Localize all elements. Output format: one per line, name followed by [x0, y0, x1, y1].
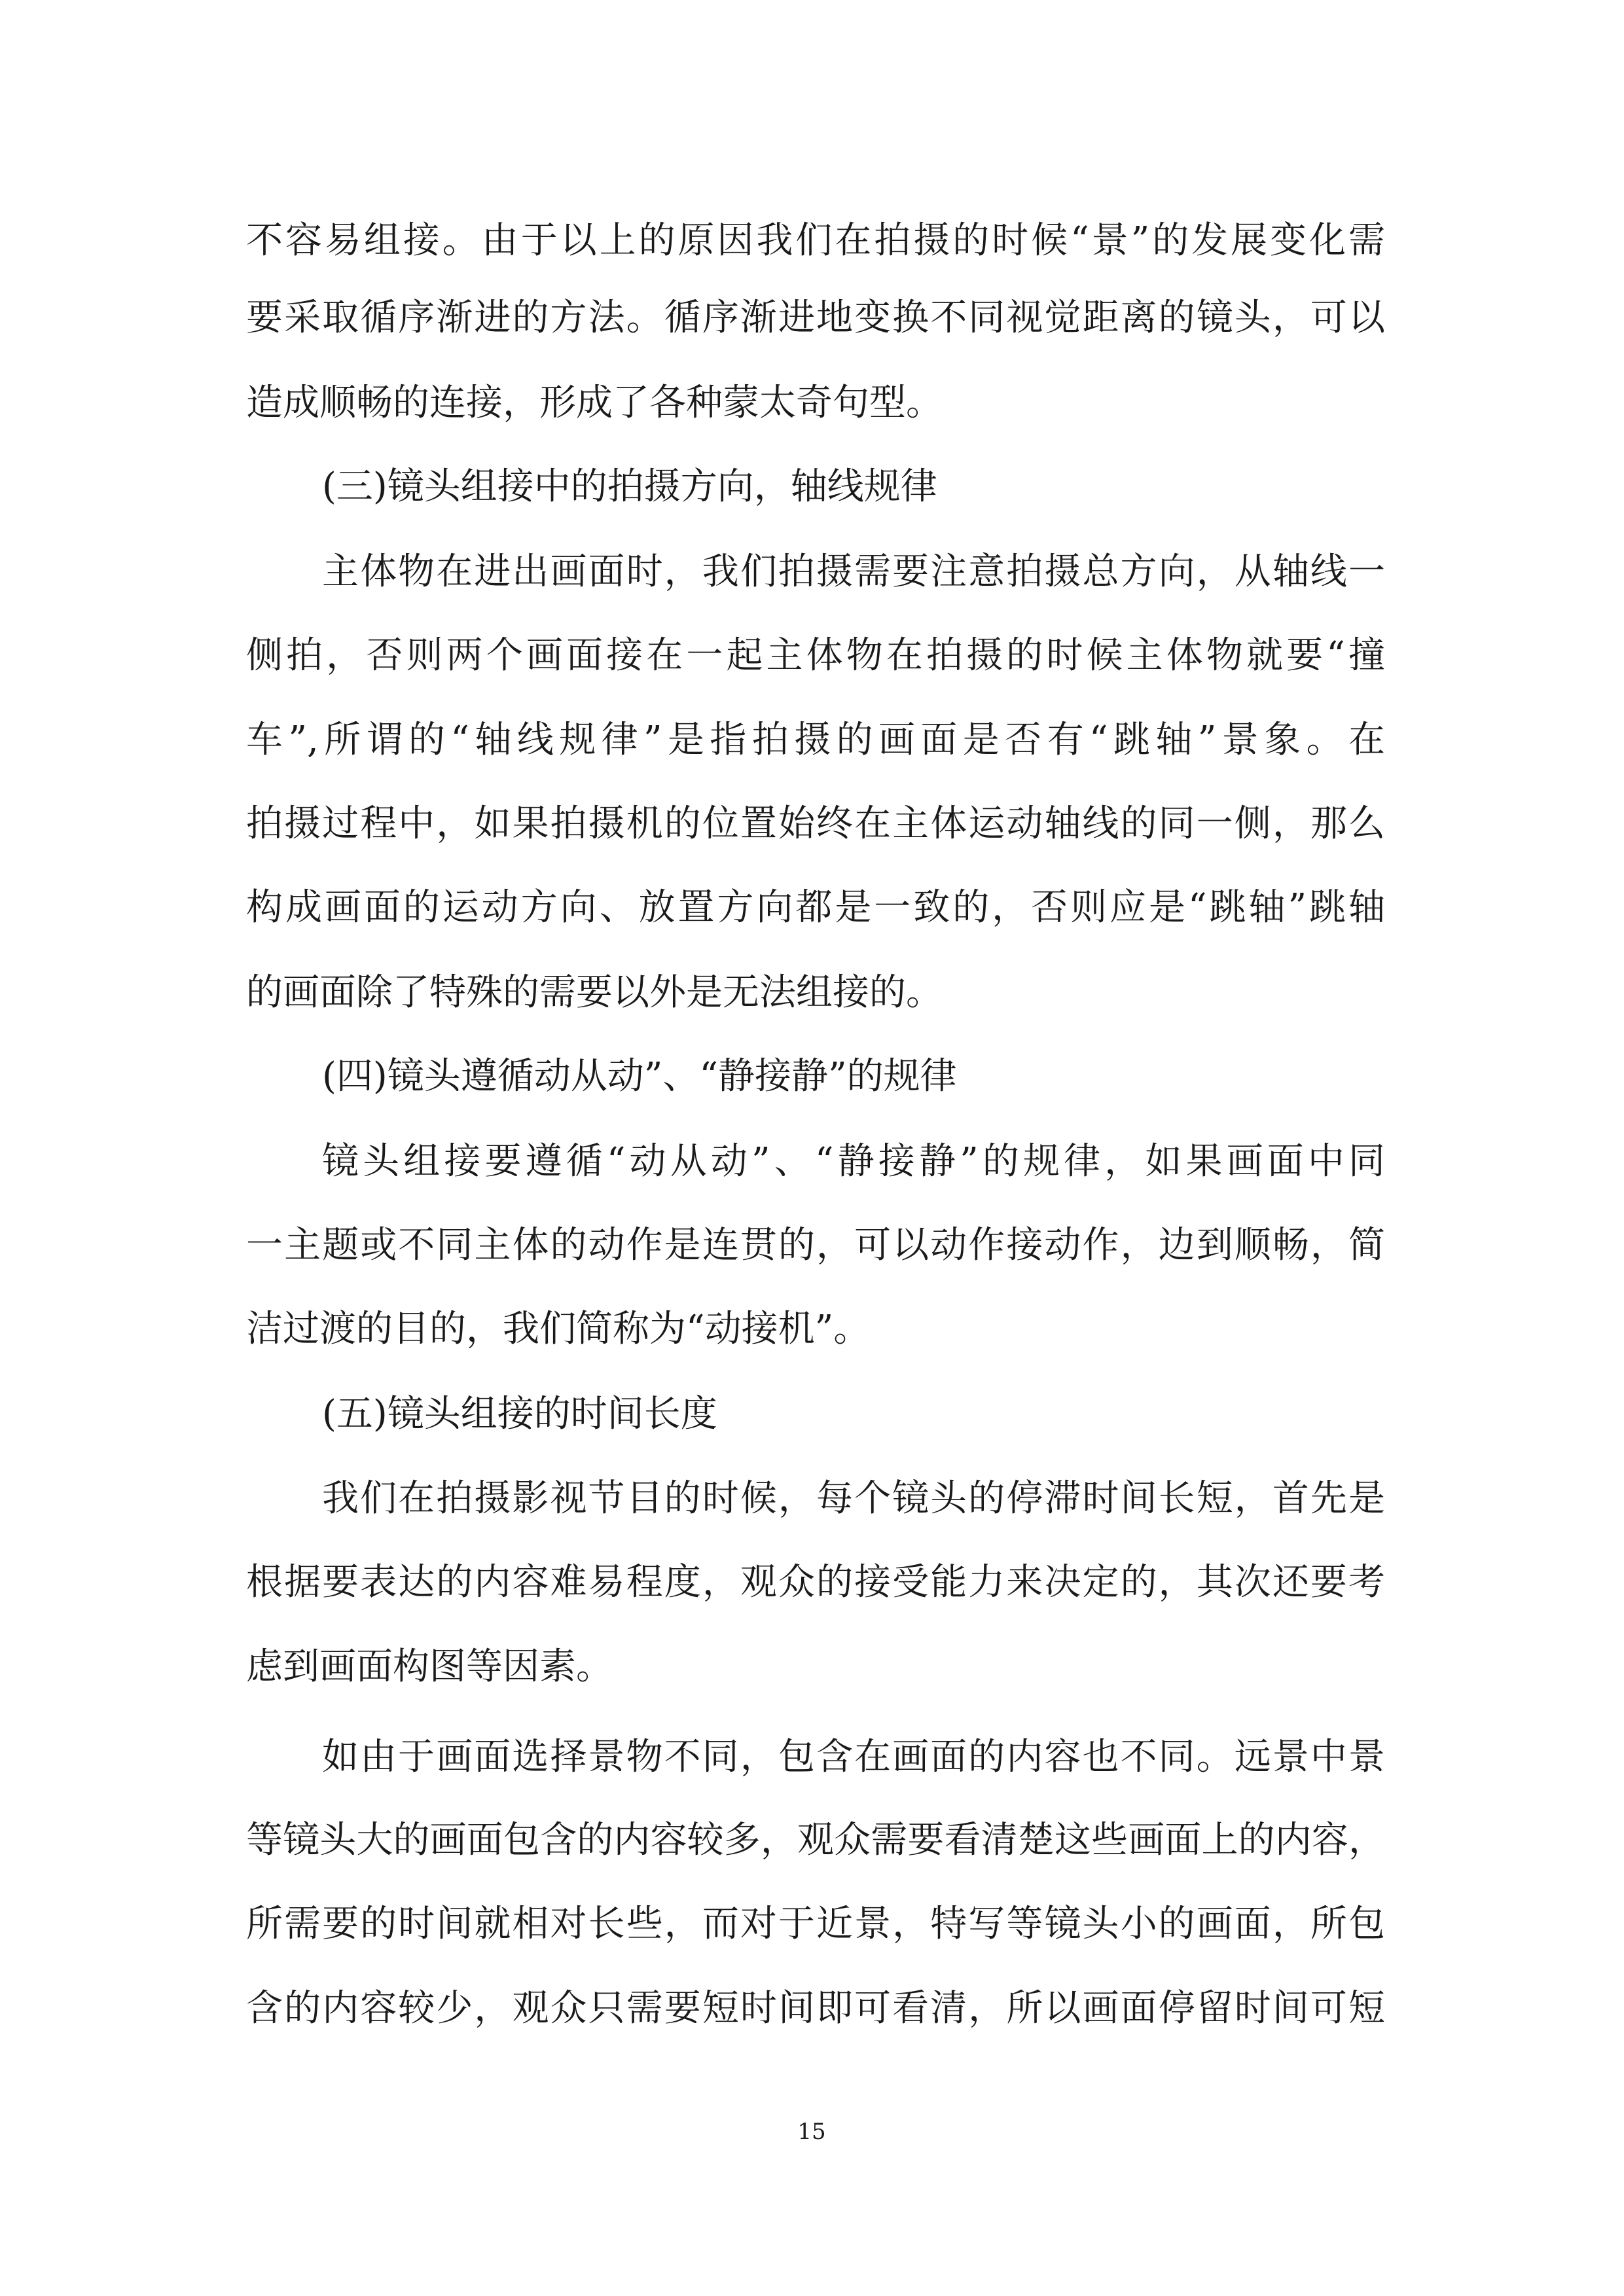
section-heading: (三)镜头组接中的拍摄方向，轴线规律: [322, 465, 937, 508]
text-line: 含的内容较少，观众只需要短时间即可看清，所以画面停留时间可短: [246, 1987, 1385, 2030]
text-line: 我们在拍摄影视节目的时候，每个镜头的停滞时间长短，首先是: [322, 1477, 1385, 1520]
text-line: 如由于画面选择景物不同，包含在画面的内容也不同。远景中景: [322, 1736, 1385, 1778]
text-line: 车”,所谓的“轴线规律”是指拍摄的画面是否有“跳轴”景象。在: [246, 719, 1385, 761]
text-line: 要采取循序渐进的方法。循序渐进地变换不同视觉距离的镜头，可以: [246, 296, 1385, 339]
text-line: 的画面除了特殊的需要以外是无法组接的。: [246, 971, 943, 1014]
text-line: 虑到画面构图等因素。: [246, 1645, 613, 1688]
text-line: 造成顺畅的连接，形成了各种蒙太奇句型。: [246, 382, 943, 424]
text-line: 等镜头大的画面包含的内容较多，观众需要看清楚这些画面上的内容，: [246, 1819, 1385, 1861]
text-line: 一主题或不同主体的动作是连贯的，可以动作接动作，边到顺畅，简: [246, 1224, 1385, 1266]
text-line: 根据要表达的内容难易程度，观众的接受能力来决定的，其次还要考: [246, 1561, 1385, 1604]
page-number: 15: [797, 2119, 826, 2145]
section-heading: (五)镜头组接的时间长度: [322, 1393, 717, 1435]
text-line: 构成画面的运动方向、放置方向都是一致的，否则应是“跳轴”跳轴: [246, 886, 1385, 929]
section-heading: (四)镜头遵循动从动”、“静接静”的规律: [322, 1055, 957, 1098]
text-line: 所需要的时间就相对长些，而对于近景，特写等镜头小的画面，所包: [246, 1903, 1385, 1945]
text-line: 镜头组接要遵循“动从动”、“静接静”的规律，如果画面中同: [322, 1140, 1385, 1183]
text-line: 主体物在进出画面时，我们拍摄需要注意拍摄总方向，从轴线一: [322, 550, 1385, 593]
text-line: 洁过渡的目的，我们简称为“动接机”。: [246, 1308, 871, 1350]
text-line: 不容易组接。由于以上的原因我们在拍摄的时候“景”的发展变化需: [246, 219, 1385, 262]
text-line: 侧拍，否则两个画面接在一起主体物在拍摄的时候主体物就要“撞: [246, 634, 1385, 677]
text-line: 拍摄过程中，如果拍摄机的位置始终在主体运动轴线的同一侧，那么: [246, 802, 1385, 845]
